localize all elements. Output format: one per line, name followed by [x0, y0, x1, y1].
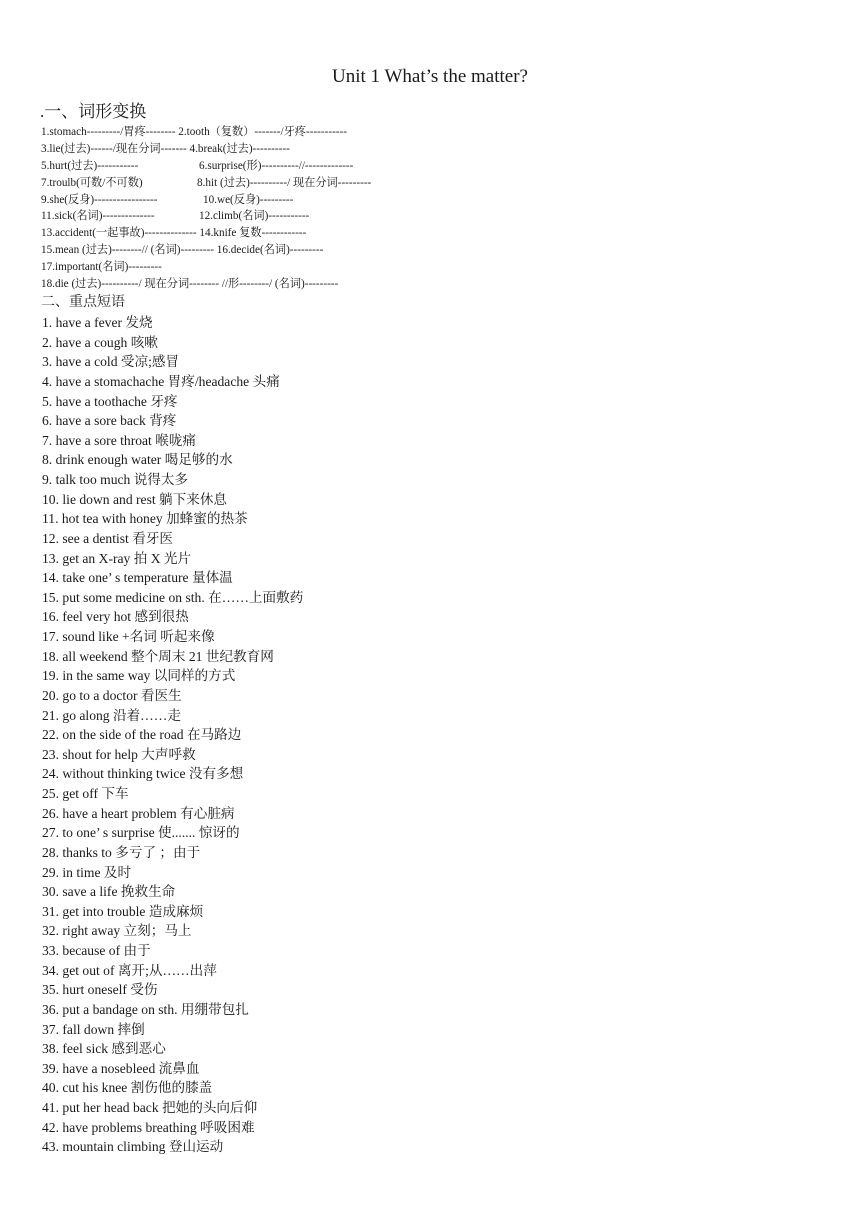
section-heading-word-forms: .一、词形变换 [40, 102, 147, 121]
word-form-line [41, 208, 841, 225]
page-title: Unit 1 What’s the matter? [332, 66, 528, 87]
word-form-line [41, 124, 841, 141]
phrase-item: 4. have a stomachache 胃疼/headache 头痛 [42, 373, 280, 389]
word-form-line [41, 158, 841, 175]
phrase-item: 3. have a cold 受凉;感冒 [42, 354, 180, 370]
phrase-item: 16. feel very hot 感到很热 [42, 609, 189, 625]
phrase-item: 43. mountain climbing 登山运动 [42, 1139, 224, 1155]
phrase-item: 40. cut his knee 割伤他的膝盖 [42, 1080, 213, 1096]
phrase-item: 41. put her head back 把她的头向后仰 [42, 1100, 258, 1115]
phrase-item: 28. thanks to 多亏了 ；由于 [42, 844, 201, 860]
phrase-item: 35. hurt oneself 受伤 [42, 982, 158, 998]
word-forms-list [41, 124, 841, 293]
phrase-item: 12. see a dentist 看牙医 [42, 530, 174, 546]
word-form-line [41, 276, 841, 293]
word-form-text: 18.die (过去)----------/ 现在分词-------- //形--------/ (名词)--------- [41, 278, 339, 291]
key-phrases-list [42, 313, 842, 1157]
phrase-item: 1. have a fever 发烧 [42, 315, 153, 330]
phrase-item: 33. because of 由于 [42, 943, 151, 958]
phrase-item: 27. to one’ s surprise 使....... 惊讶的 [42, 825, 240, 841]
phrase-item: 20. go to a doctor 看医生 [42, 687, 182, 703]
phrase-item: 5. have a toothache 牙疼 [42, 393, 178, 409]
phrase-item: 26. have a heart problem 有心脏病 [42, 805, 235, 821]
word-form-text: 8.hit (过去)----------/ 现在分词--------- [197, 176, 372, 189]
word-form-text: 5.hurt(过去)----------- [41, 159, 139, 172]
phrase-item: 8. drink enough water 喝足够的水 [42, 452, 233, 468]
phrase-item: 22. on the side of the road 在马路边 [42, 727, 242, 743]
phrase-item: 25. get off 下车 [42, 786, 129, 801]
phrase-item: 2. have a cough 咳嗽 [42, 334, 158, 350]
phrase-item: 17. sound like +名词 听起来像 [42, 629, 215, 644]
phrase-item: 23. shout for help 大声呼救 [42, 746, 196, 762]
phrase-item: 36. put a bandage on sth. 用绷带包扎 [42, 1001, 249, 1017]
word-form-text: 10.we(反身)--------- [203, 193, 294, 206]
word-form-text: 15.mean (过去)--------// (名词)--------- 16.decide(名词)--------- [41, 244, 324, 257]
word-form-text: 11.sick(名词)-------------- [41, 210, 155, 223]
word-form-line [41, 225, 841, 242]
phrase-item: 29. in time 及时 [42, 864, 132, 880]
word-form-text: 7.troulb(可数/不可数) [41, 176, 143, 189]
word-form-line [41, 242, 841, 259]
phrase-item: 10. lie down and rest 躺下来休息 [42, 491, 228, 507]
phrase-item: 13. get an X-ray 拍 X 光片 [42, 550, 192, 566]
word-form-line [41, 141, 841, 158]
word-form-text: 17.important(名词)--------- [41, 261, 162, 274]
word-form-text: 9.she(反身)----------------- [41, 193, 158, 206]
phrase-item: 37. fall down 摔倒 [42, 1021, 145, 1037]
phrase-item: 30. save a life 挽救生命 [42, 884, 176, 900]
phrase-item: 24. without thinking twice 没有多想 [42, 766, 244, 782]
phrase-item: 7. have a sore throat 喉咙痛 [42, 432, 197, 448]
word-form-line [41, 259, 841, 276]
phrase-item: 42. have problems breathing 呼吸困难 [42, 1119, 255, 1135]
word-form-line [41, 175, 841, 192]
word-form-line [41, 192, 841, 209]
word-form-text: 1.stomach---------/胃疼-------- 2.tooth（复数）-------/牙疼----------- [41, 126, 347, 138]
section-heading-key-phrases: 二、重点短语 [41, 295, 125, 310]
phrase-item: 9. talk too much 说得太多 [42, 472, 189, 487]
phrase-item: 34. get out of 离开;从……出萍 [42, 962, 217, 978]
phrase-item: 21. go along 沿着……走 [42, 707, 181, 723]
word-form-text: 13.accident(一起事故)-------------- 14.knife 复数------------ [41, 227, 307, 240]
phrase-item: 39. have a nosebleed 流鼻血 [42, 1060, 200, 1076]
phrase-item: 14. take one’ s temperature 量体温 [42, 570, 233, 586]
phrase-item: 19. in the same way 以同样的方式 [42, 668, 236, 684]
phrase-item: 11. hot tea with honey 加蜂蜜的热茶 [42, 511, 248, 527]
phrase-item: 38. feel sick 感到恶心 [42, 1041, 166, 1057]
phrase-item: 31. get into trouble 造成麻烦 [42, 903, 204, 919]
word-form-text: 6.surprise(形)----------//------------- [199, 159, 354, 172]
word-form-text: 12.climb(名词)----------- [199, 210, 310, 223]
phrase-item: 15. put some medicine on sth. 在……上面敷药 [42, 589, 304, 605]
phrase-item: 18. all weekend 整个周末 21 世纪教育网 [42, 648, 274, 664]
phrase-item: 6. have a sore back 背疼 [42, 413, 177, 429]
phrase-item: 32. right away 立刻；马上 [42, 923, 192, 939]
word-form-text: 3.lie(过去)------/现在分词------- 4.break(过去)---------- [41, 142, 290, 155]
